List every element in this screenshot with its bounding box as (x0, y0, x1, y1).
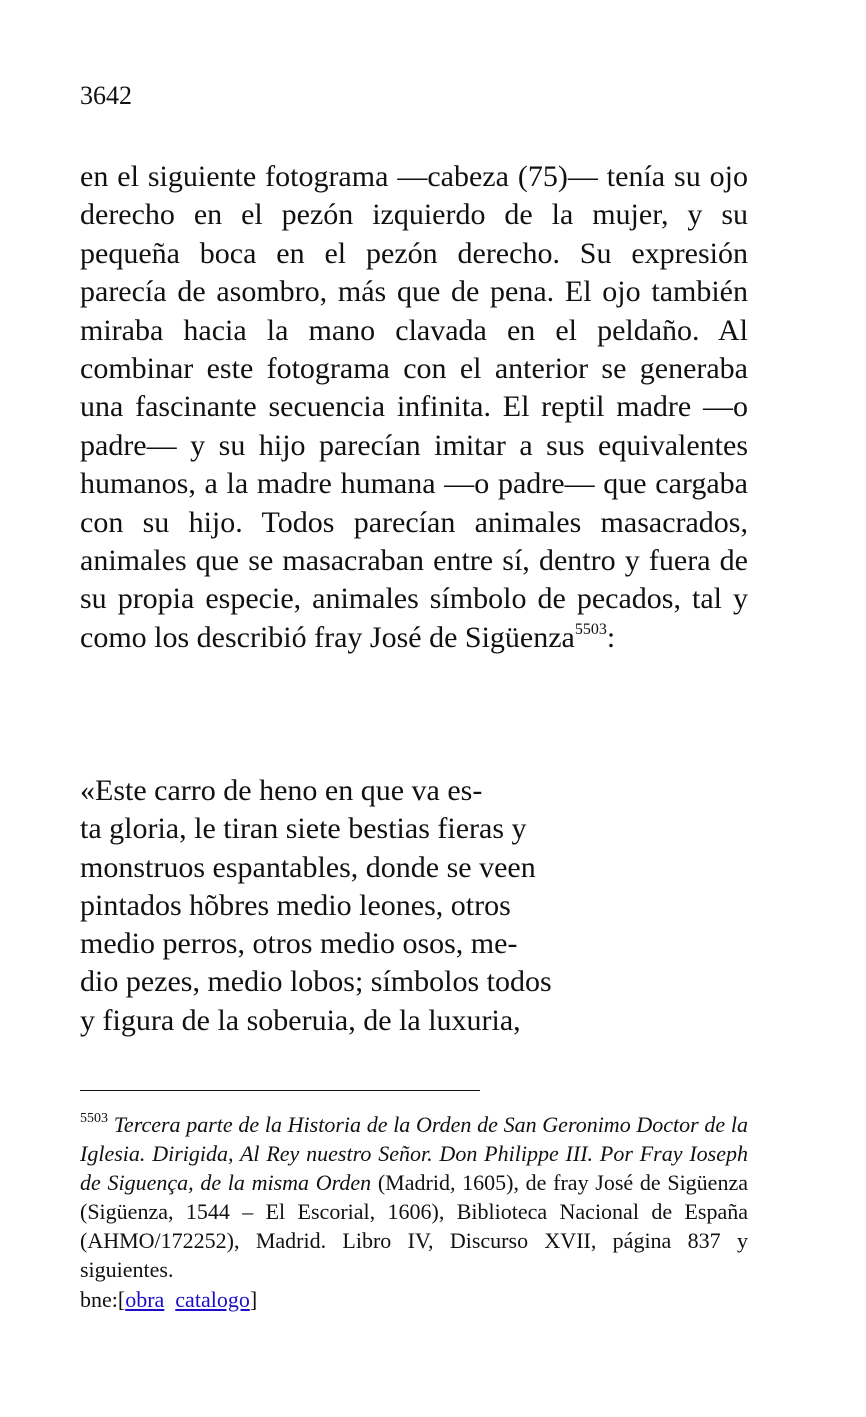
body-paragraph-text: en el siguiente fotograma —cabeza (75)— tenía su ojo derecho en el pezón izquierdo de la mujer, y su pequeña boca en el pezón derecho. Su expresión parecía de asombro, más que de pena. El ojo también miraba hacia la mano clavada en el peldaño. Al combinar este fotograma con el anterior se generaba una fascinante secuencia infinita. El reptil madre —o padre— y su hijo parecían imitar a sus equivalentes humanos, a la madre humana —o padre— que cargaba con su hijo. Todos parecían animales masacrados, animales que se masacraban entre sí, dentro y fuera de su propia especie, animales símbolo de pecados, tal y como los describió fray José de Sigüenza (80, 160, 748, 654)
bne-prefix: bne:[ (80, 1287, 126, 1312)
footnote-reference: 5503 (574, 620, 607, 638)
bne-links-line (80, 1285, 257, 1314)
quote-line: y figura de la soberuia, de la luxuria, (80, 1003, 521, 1037)
body-paragraph (80, 158, 748, 657)
footnote-text: (Madrid, 1605), de fray José de Sigüenza (Sigüenza, 1544 – El Escorial, 1606), Biblioteca Nacional de España (AHMO/172252), Madrid. Libro IV, Discurso XVII, página 837 y siguientes. (80, 1170, 748, 1282)
quote-line: monstruos espantables, donde se veen (80, 850, 536, 884)
footnote-title: Tercera parte de la Historia de la Orden de San Geronimo Doctor de la Iglesia. Dirigida, Al Rey nuestro Señor. Don Philippe III. Por Fray Ioseph de Siguença, de la misma Orden (80, 1112, 749, 1195)
obra-link[interactable]: obra (125, 1287, 165, 1312)
footnote-number: 5503 (80, 1111, 108, 1126)
footnote (80, 1110, 748, 1284)
quote-line: «Este carro de heno en que va es- (80, 774, 483, 807)
bne-suffix: ] (249, 1287, 258, 1312)
quote-line: dio pezes, medio lobos; símbolos todos (80, 965, 552, 999)
quote-line: ta gloria, le tiran siete bestias fieras y (80, 812, 527, 846)
block-quote (80, 772, 780, 1040)
quote-line: pintados hõbres medio leones, otros (80, 888, 511, 922)
footnote-divider (80, 1090, 480, 1091)
body-paragraph-end: : (606, 620, 616, 654)
page-number: 3642 (80, 81, 132, 110)
quote-line: medio perros, otros medio osos, me- (80, 927, 518, 961)
catalogo-link[interactable]: catalogo (175, 1287, 250, 1312)
